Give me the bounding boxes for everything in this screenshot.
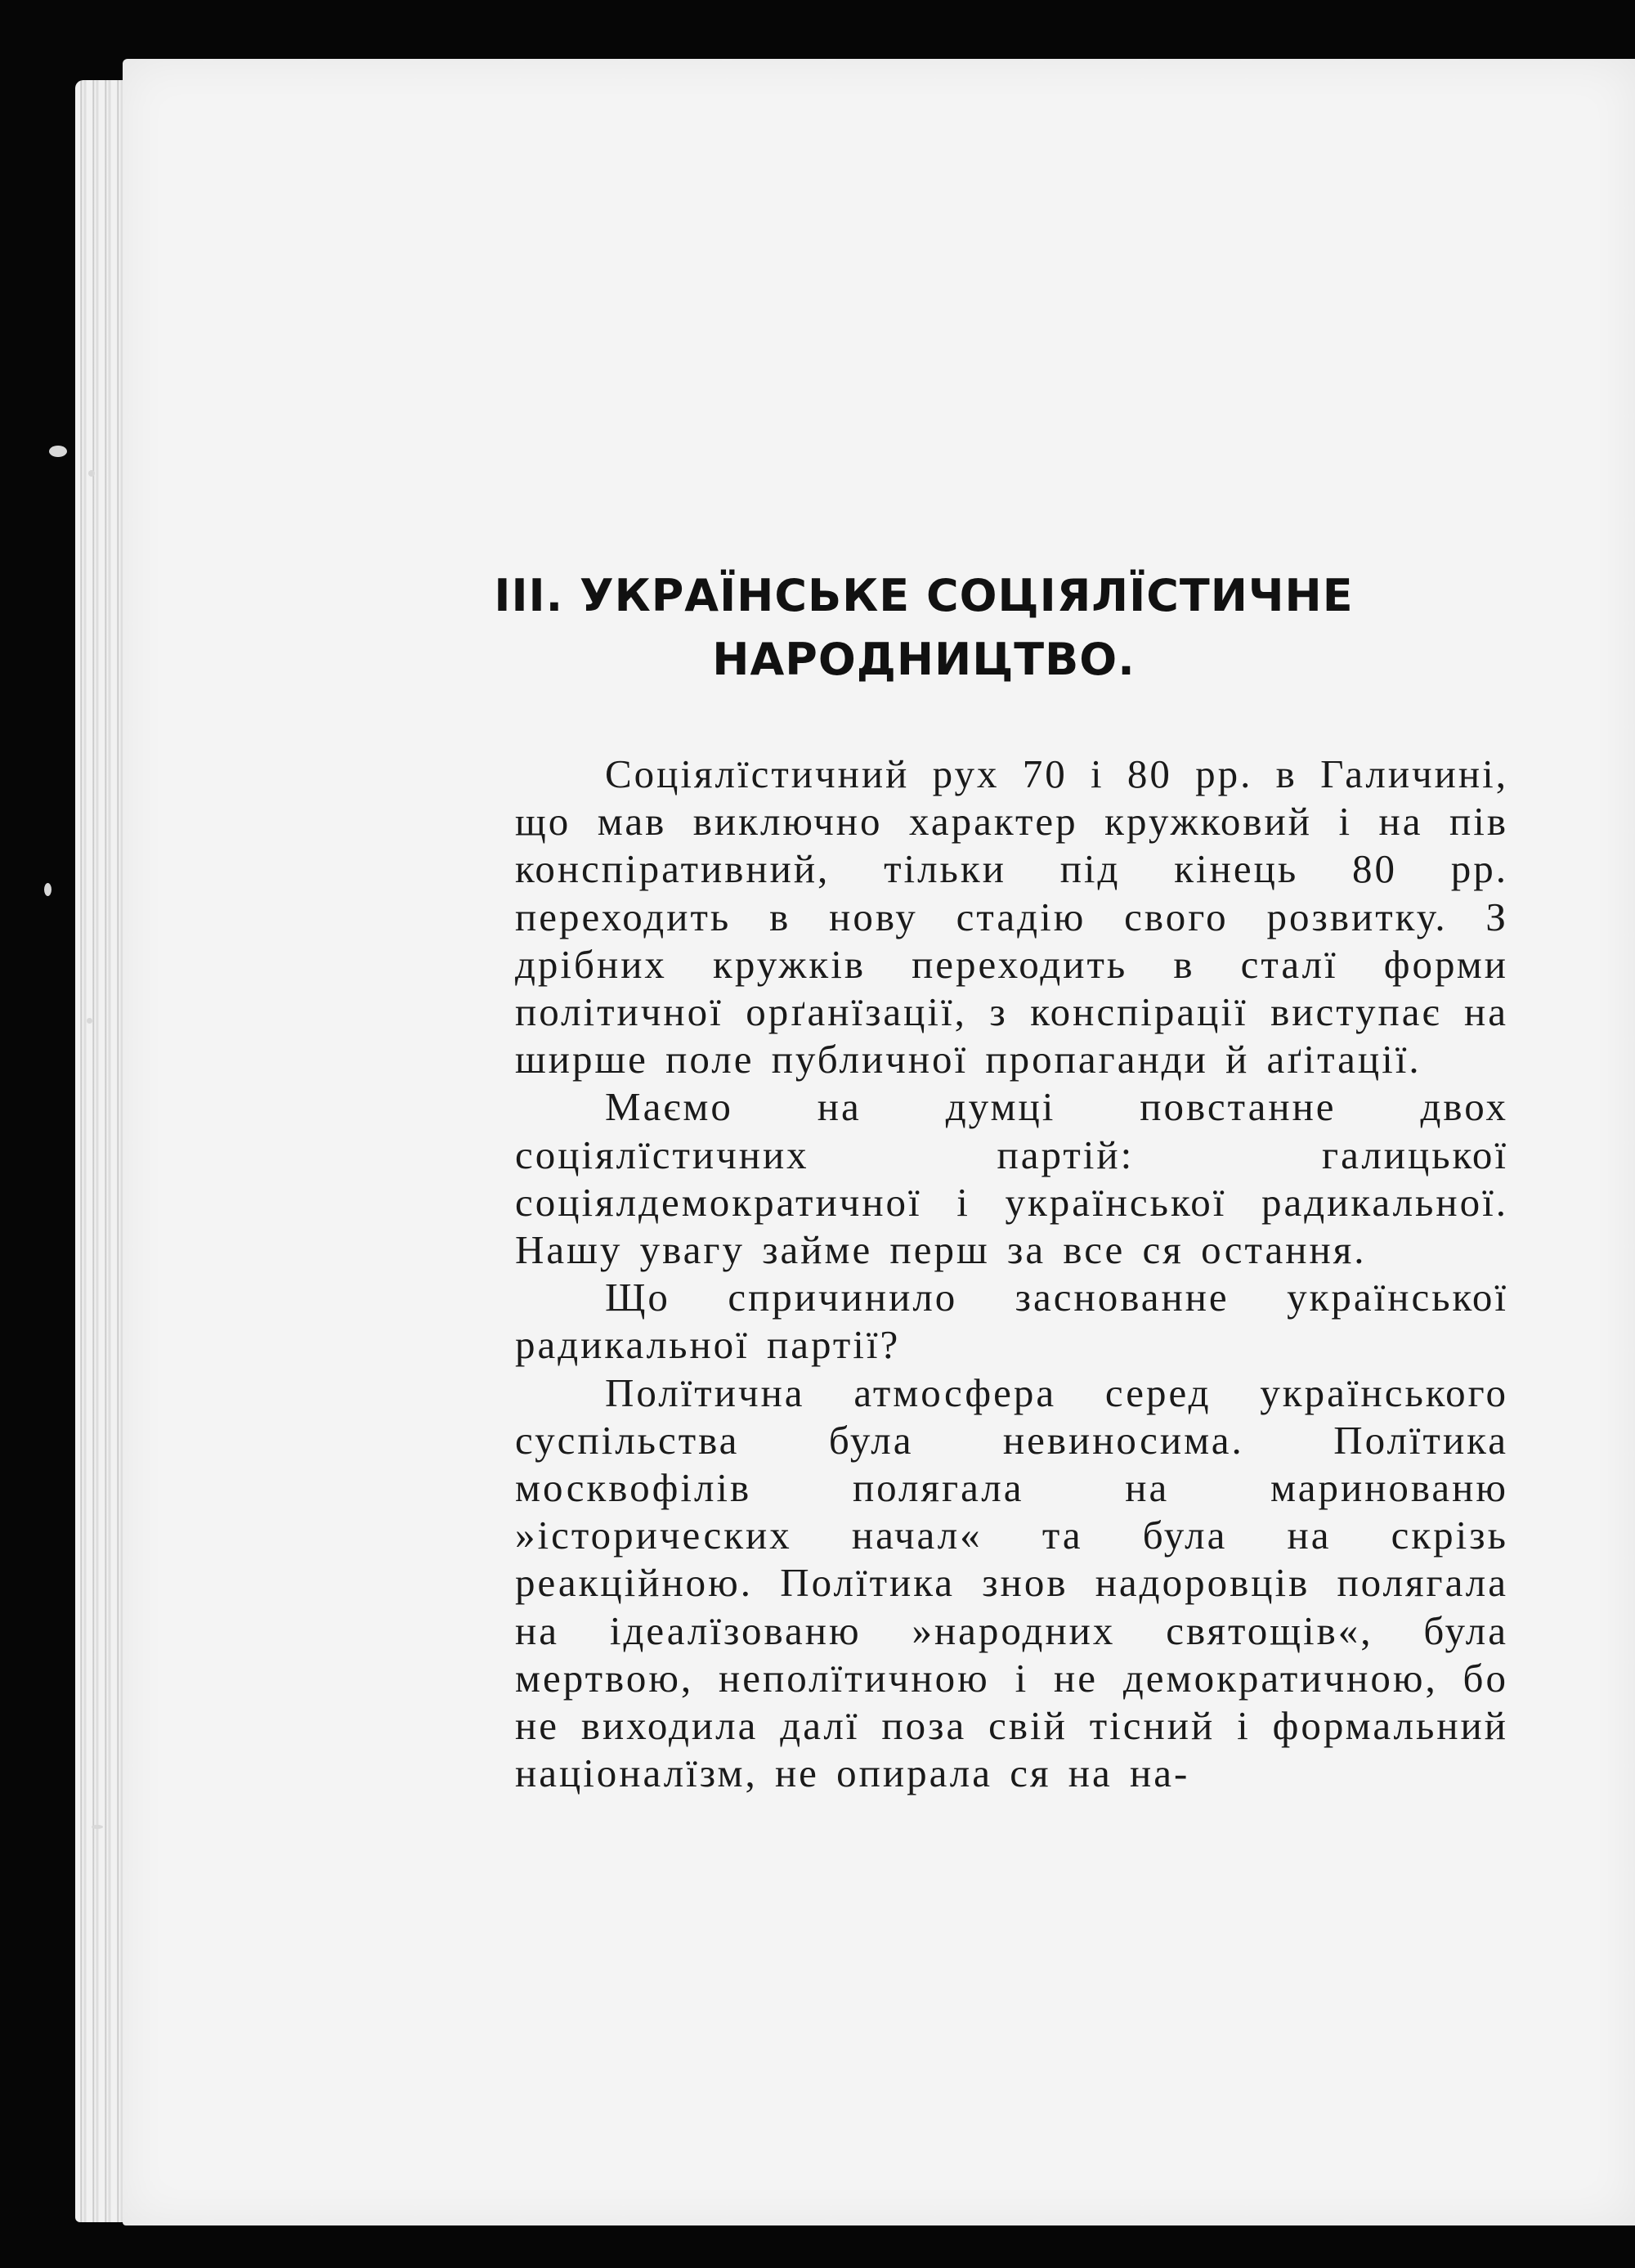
- chapter-title-line-2: НАРОДНИЦТВО.: [712, 634, 1136, 685]
- dust-speck: [49, 446, 67, 457]
- dust-speck: [44, 883, 52, 896]
- paragraph-2: Маємо на думці повстанне двох соціялїстичних партій: галицької соціялдемократичної і української радикальної. Нашу увагу займе перш за все ся остання.: [515, 1084, 1508, 1273]
- paragraph-4: Полїтична атмосфера серед українського суспільства була невиносима. Полїтика москвофілів полягала на маринованю »істоpических начал« та була на скрізь реакційною. Полїтика знов надоровців полягала на ідеалїзованю »народних святощів«, була мертвою, неполїтичною і не демократичною, бо не виходила далї поза свій тісний і формальний націоналїзм, не опирала ся на на-: [515, 1369, 1508, 1796]
- dust-speck: [88, 470, 95, 477]
- chapter-body: [515, 751, 1508, 1797]
- chapter-title: [433, 564, 1414, 692]
- paragraph-1: Соціялїстичний рух 70 і 80 рр. в Галичині, що мав виключно характер кружковий і на пів конспіративний, тільки під кінець 80 рр. переходить в нову стадію свого розвитку. З дрібних кружків переходить в сталї форми політичної орґанїзації, з конспірації виступає на ширше поле публичної пропаганди й аґітації.: [515, 751, 1508, 1082]
- chapter-title-line-1: III. УКРАЇНСЬКЕ СОЦІЯЛЇСТИЧНЕ: [494, 570, 1354, 621]
- dust-speck: [92, 1825, 103, 1829]
- paragraph-3: Що спричинило заснованне української радикальної партії?: [515, 1275, 1508, 1368]
- dust-speck: [87, 1018, 92, 1024]
